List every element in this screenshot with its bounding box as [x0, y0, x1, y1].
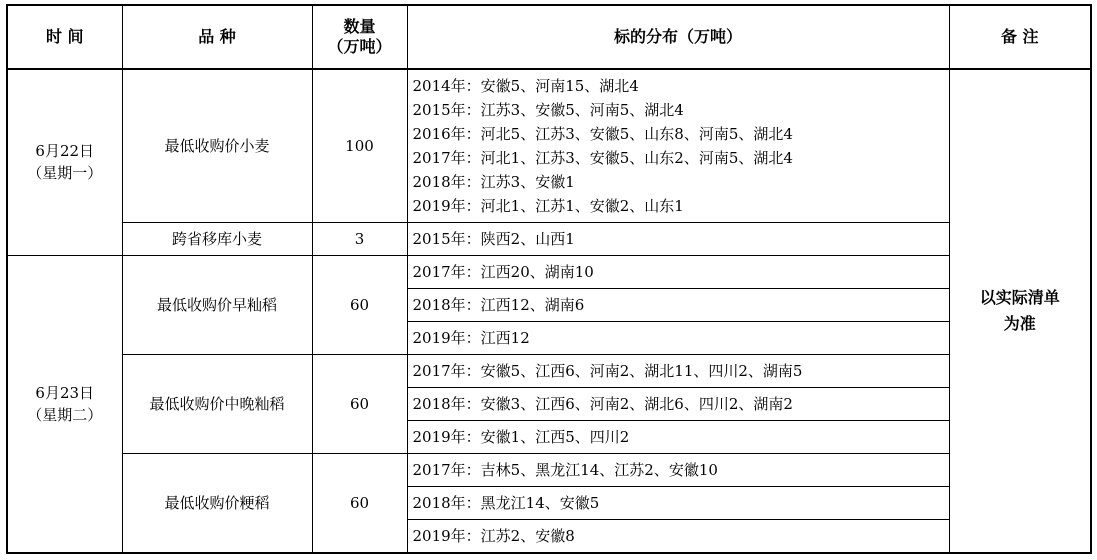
auction-schedule-table — [6, 4, 1092, 554]
remark-cell — [949, 69, 1091, 553]
lot-line: 2019年：河北1、江苏1、安徽2、山东1 — [412, 196, 684, 215]
lot-line: 2015年：江苏3、安徽5、河南5、湖北4 — [412, 100, 684, 119]
lot-line: 2019年：安徽1、江西5、四川2 — [412, 427, 630, 446]
lot-line: 2019年：江苏2、安徽8 — [412, 526, 575, 545]
quantity-cell: 60 — [312, 453, 407, 553]
lot-line: 2018年：黑龙江14、安徽5 — [408, 487, 949, 520]
quantity-cell: 60 — [312, 255, 407, 354]
date-label: 6月22日 — [35, 142, 95, 161]
quantity-cell: 3 — [312, 222, 407, 255]
lot-line: 2014年：安徽5、河南15、湖北4 — [412, 76, 639, 95]
variety-cell: 跨省移库小麦 — [122, 222, 312, 255]
remark-line1: 以实际清单 — [979, 287, 1060, 307]
distribution-cell — [407, 255, 949, 354]
lot-line: 2016年：河北5、江苏3、安徽5、山东8、河南5、湖北4 — [412, 124, 793, 143]
remark-line2: 为准 — [1003, 313, 1036, 333]
table-row — [7, 222, 1091, 255]
date-cell-day2 — [7, 255, 122, 553]
distribution-cell — [407, 69, 949, 222]
weekday-label: （星期一） — [27, 164, 103, 183]
header-quantity-line1: 数量 — [343, 17, 376, 36]
table-row — [7, 354, 1091, 453]
distribution-cell — [407, 453, 949, 553]
header-quantity — [312, 5, 407, 69]
distribution-cell — [407, 354, 949, 453]
variety-cell: 最低收购价小麦 — [122, 69, 312, 222]
variety-cell: 最低收购价早籼稻 — [122, 255, 312, 354]
variety-cell: 最低收购价中晚籼稻 — [122, 354, 312, 453]
table-row — [7, 255, 1091, 354]
lot-line: 2018年：江西12、湖南6 — [408, 289, 949, 322]
lot-line: 2017年：江西20、湖南10 — [408, 256, 949, 289]
lot-line: 2018年：江苏3、安徽1 — [412, 172, 575, 191]
header-row — [7, 5, 1091, 69]
table-row — [7, 69, 1091, 222]
date-cell-day1 — [7, 69, 122, 255]
date-label: 6月23日 — [35, 383, 95, 402]
lot-line: 2019年：江西12 — [412, 328, 530, 347]
header-quantity-line2: （万吨） — [327, 37, 392, 56]
header-time: 时 间 — [7, 5, 122, 69]
header-remark: 备 注 — [949, 5, 1091, 69]
variety-cell: 最低收购价粳稻 — [122, 453, 312, 553]
weekday-label: （星期二） — [27, 405, 103, 424]
table-row — [7, 453, 1091, 553]
auction-schedule-table-wrap — [6, 4, 1092, 554]
lot-line: 2017年：安徽5、江西6、河南2、湖北11、四川2、湖南5 — [408, 355, 949, 388]
quantity-cell: 100 — [312, 69, 407, 222]
lot-line: 2018年：安徽3、江西6、河南2、湖北6、四川2、湖南2 — [408, 388, 949, 421]
lot-line: 2017年：吉林5、黑龙江14、江苏2、安徽10 — [408, 454, 949, 487]
header-distribution: 标的分布（万吨） — [407, 5, 949, 69]
header-variety: 品 种 — [122, 5, 312, 69]
quantity-cell: 60 — [312, 354, 407, 453]
lot-line: 2017年：河北1、江苏3、安徽5、山东2、河南5、湖北4 — [412, 148, 793, 167]
distribution-cell: 2015年：陕西2、山西1 — [407, 222, 949, 255]
